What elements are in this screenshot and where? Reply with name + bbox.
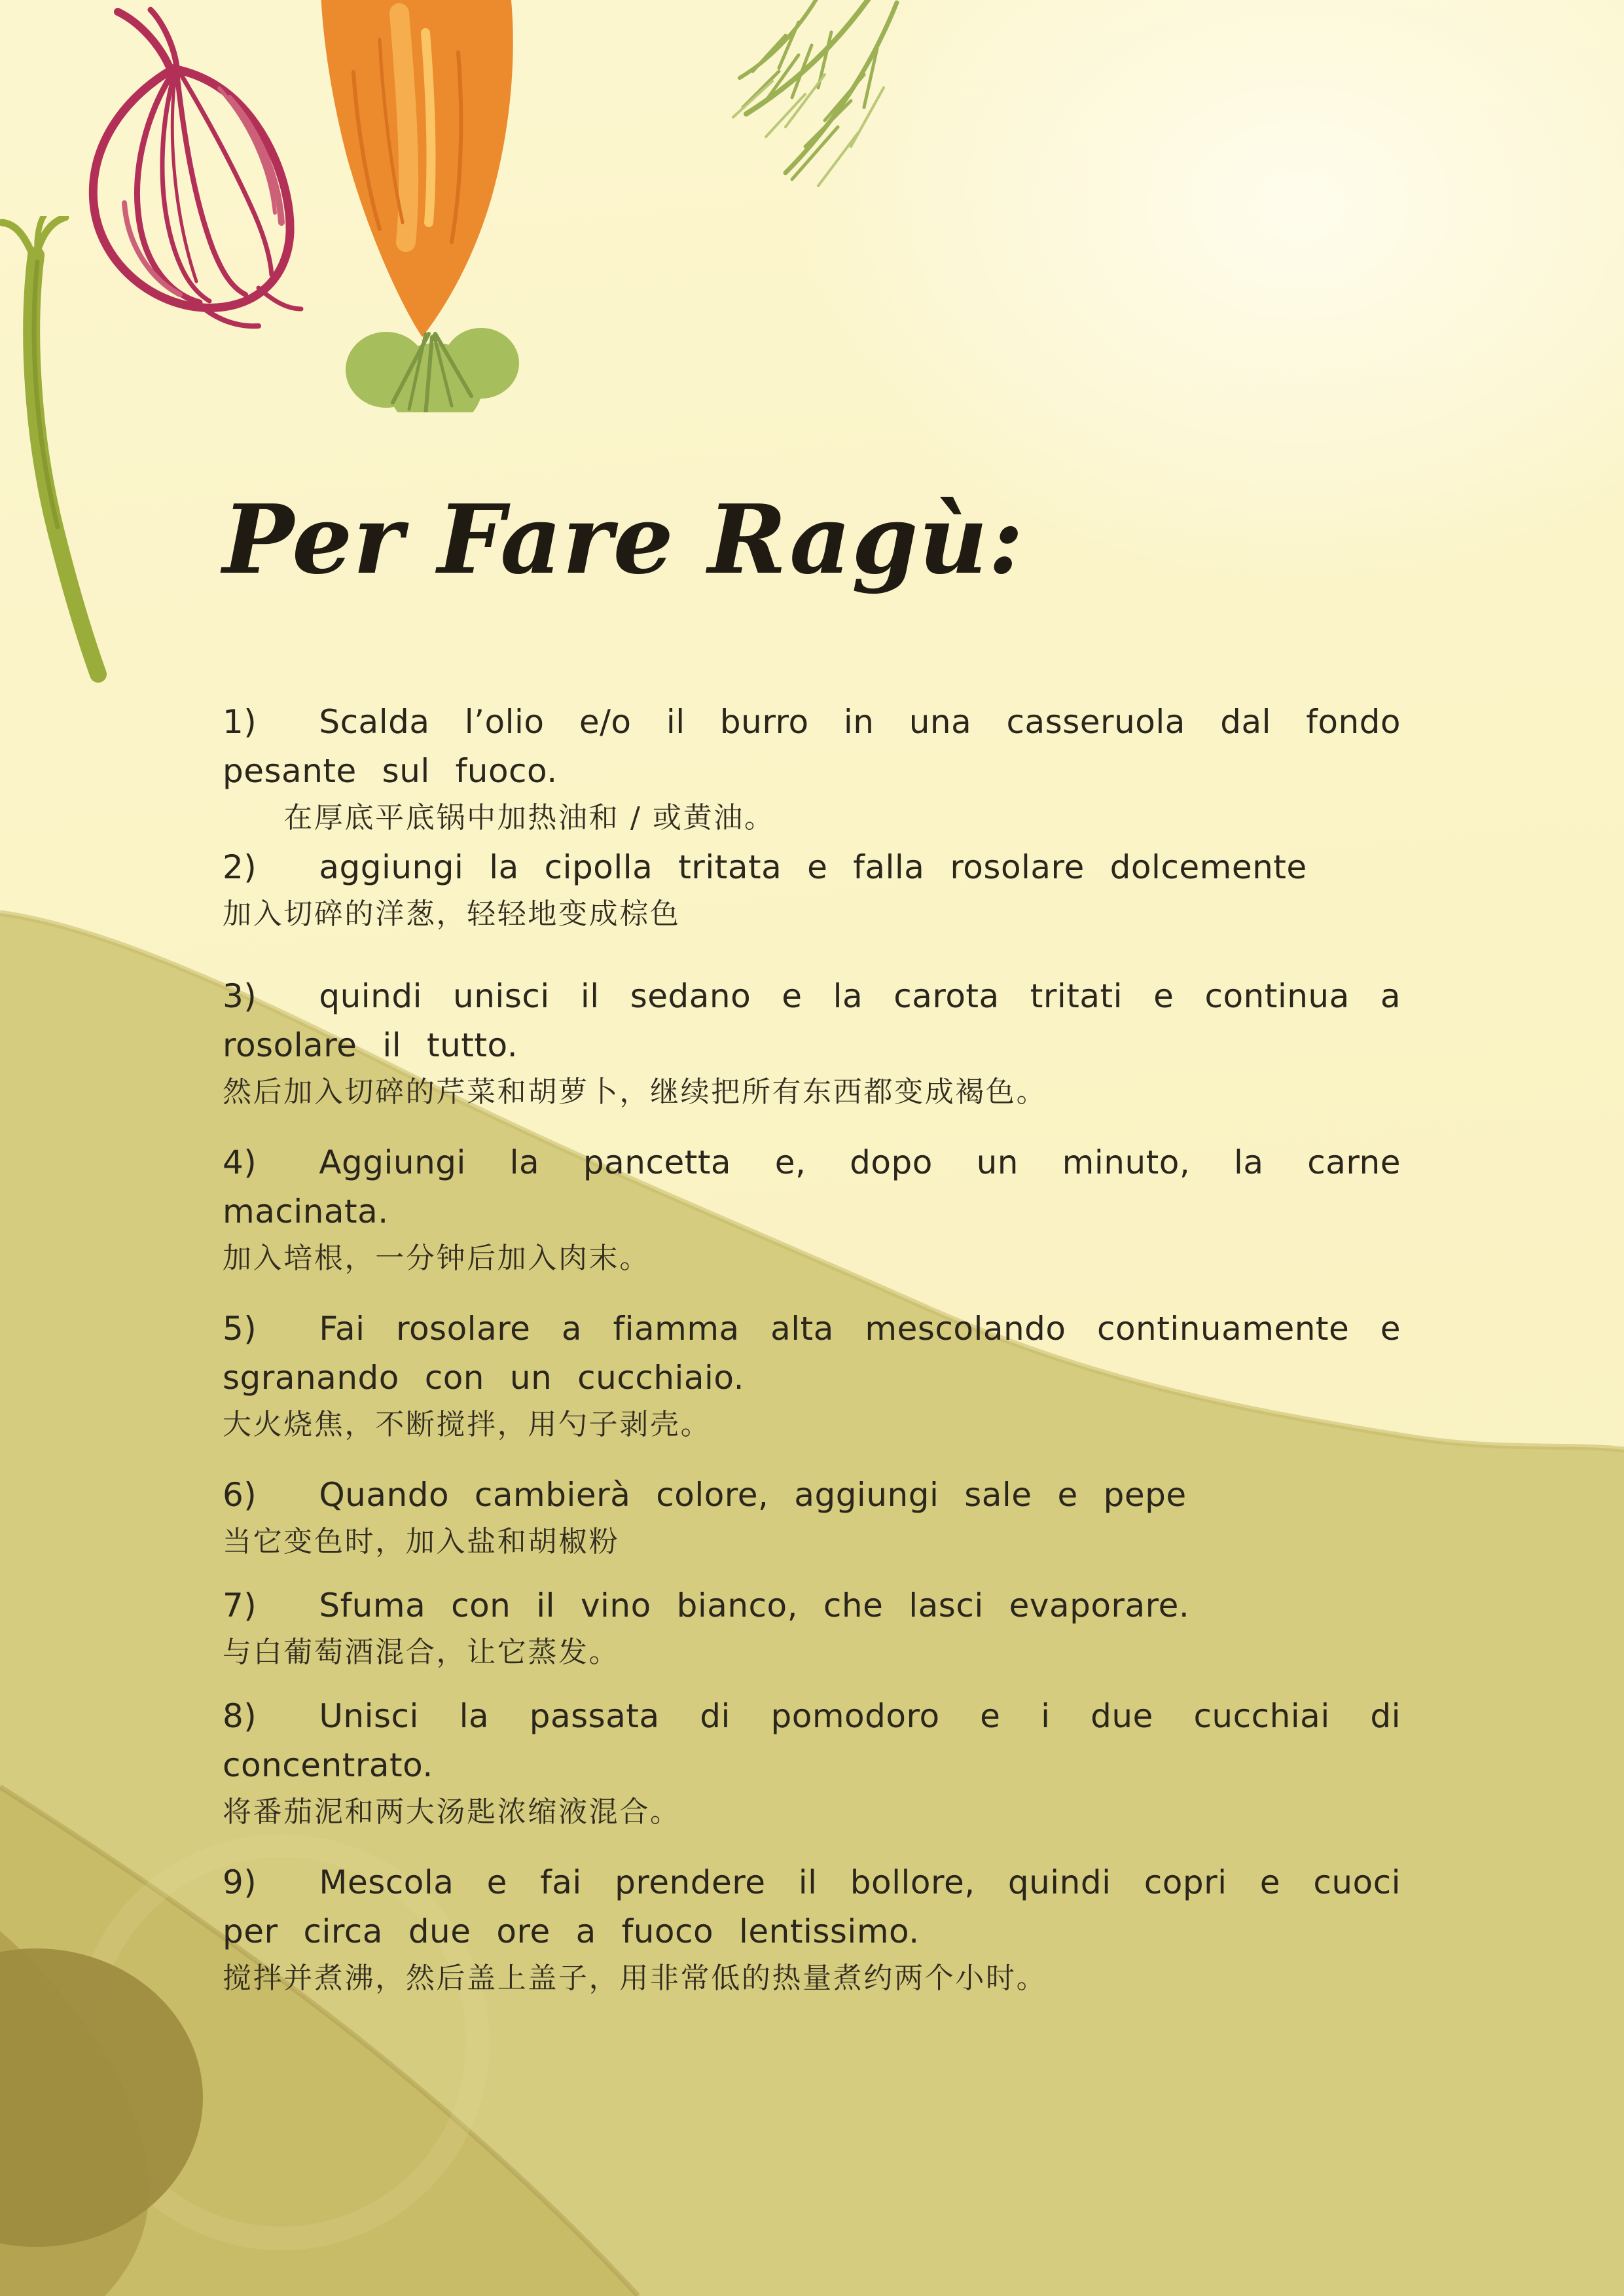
step-italian-text: Aggiungi la pancetta e, dopo un minuto, la carne macinata.	[223, 1143, 1401, 1231]
step-italian-line	[223, 972, 1401, 1070]
recipe-step	[223, 1304, 1401, 1444]
step-italian-text: Fai rosolare a fiamma alta mescolando continuamente e sgranando con un cucchiaio.	[223, 1310, 1401, 1397]
step-italian-text: Mescola e fai prendere il bollore, quindi copri e cuoci per circa due ore a fuoco lentissimo.	[223, 1863, 1401, 1951]
recipe-step	[223, 1138, 1401, 1278]
recipe-step	[223, 1692, 1401, 1832]
step-italian-line	[223, 1138, 1401, 1236]
step-number: 2)	[223, 848, 257, 887]
step-chinese-text: 加入培根，一分钟后加入肉末。	[223, 1242, 650, 1276]
step-italian-line	[223, 1471, 1401, 1520]
step-number: 3)	[223, 977, 257, 1016]
step-chinese-text: 然后加入切碎的芹菜和胡萝卜，继续把所有东西都变成褐色。	[223, 1075, 1047, 1109]
step-chinese-text: 大火烧焦，不断搅拌，用勺子剥壳。	[223, 1408, 712, 1442]
recipe-step	[223, 843, 1401, 934]
step-italian-text: Unisci la passata di pomodoro e i due cucchiai di concentrato.	[223, 1697, 1401, 1785]
recipe-step	[223, 698, 1401, 838]
recipe-step	[223, 1471, 1401, 1562]
celery-stalk-illustration	[0, 216, 134, 713]
step-italian-line	[223, 1304, 1401, 1403]
step-italian-text: quindi unisci il sedano e la carota tritati e continua a rosolare il tutto.	[223, 977, 1401, 1065]
recipe-step	[223, 1581, 1401, 1672]
step-italian-text: aggiungi la cipolla tritata e falla rosolare dolcemente	[319, 848, 1307, 887]
steps-list	[223, 698, 1401, 1998]
step-chinese-text: 加入切碎的洋葱，轻轻地变成棕色	[223, 897, 681, 931]
step-chinese-text: 在厚底平底锅中加热油和 / 或黄油。	[223, 801, 775, 835]
step-number: 9)	[223, 1863, 257, 1902]
step-chinese-text: 当它变色时，加入盐和胡椒粉	[223, 1525, 620, 1559]
recipe-step	[223, 972, 1401, 1112]
carrot-illustration	[295, 0, 609, 412]
recipe-content	[223, 481, 1401, 2024]
recipe-step	[223, 1858, 1401, 1998]
step-italian-line	[223, 1858, 1401, 1956]
step-chinese-text: 与白葡萄酒混合，让它蒸发。	[223, 1636, 620, 1670]
step-italian-line	[223, 698, 1401, 796]
step-number: 4)	[223, 1143, 257, 1182]
step-number: 7)	[223, 1587, 257, 1625]
carrot-fronds-illustration	[602, 0, 929, 278]
step-number: 8)	[223, 1697, 257, 1736]
page-title: Per Fare Ragù:	[223, 484, 1024, 596]
carrot-leaf-tuft	[346, 328, 519, 412]
step-italian-line	[223, 843, 1401, 892]
step-italian-text: Sfuma con il vino bianco, che lasci evaporare.	[319, 1587, 1190, 1625]
step-italian-text: Quando cambierà colore, aggiungi sale e pepe	[319, 1476, 1187, 1515]
step-italian-text: Scalda l’olio e/o il burro in una casseruola dal fondo pesante sul fuoco.	[223, 703, 1401, 791]
step-italian-line	[223, 1581, 1401, 1630]
step-italian-line	[223, 1692, 1401, 1790]
step-chinese-text: 搅拌并煮沸，然后盖上盖子，用非常低的热量煮约两个小时。	[223, 1962, 1047, 1996]
step-number: 5)	[223, 1310, 257, 1348]
step-number: 1)	[223, 703, 257, 742]
step-number: 6)	[223, 1476, 257, 1515]
step-chinese-text: 将番茄泥和两大汤匙浓缩液混合。	[223, 1795, 681, 1829]
